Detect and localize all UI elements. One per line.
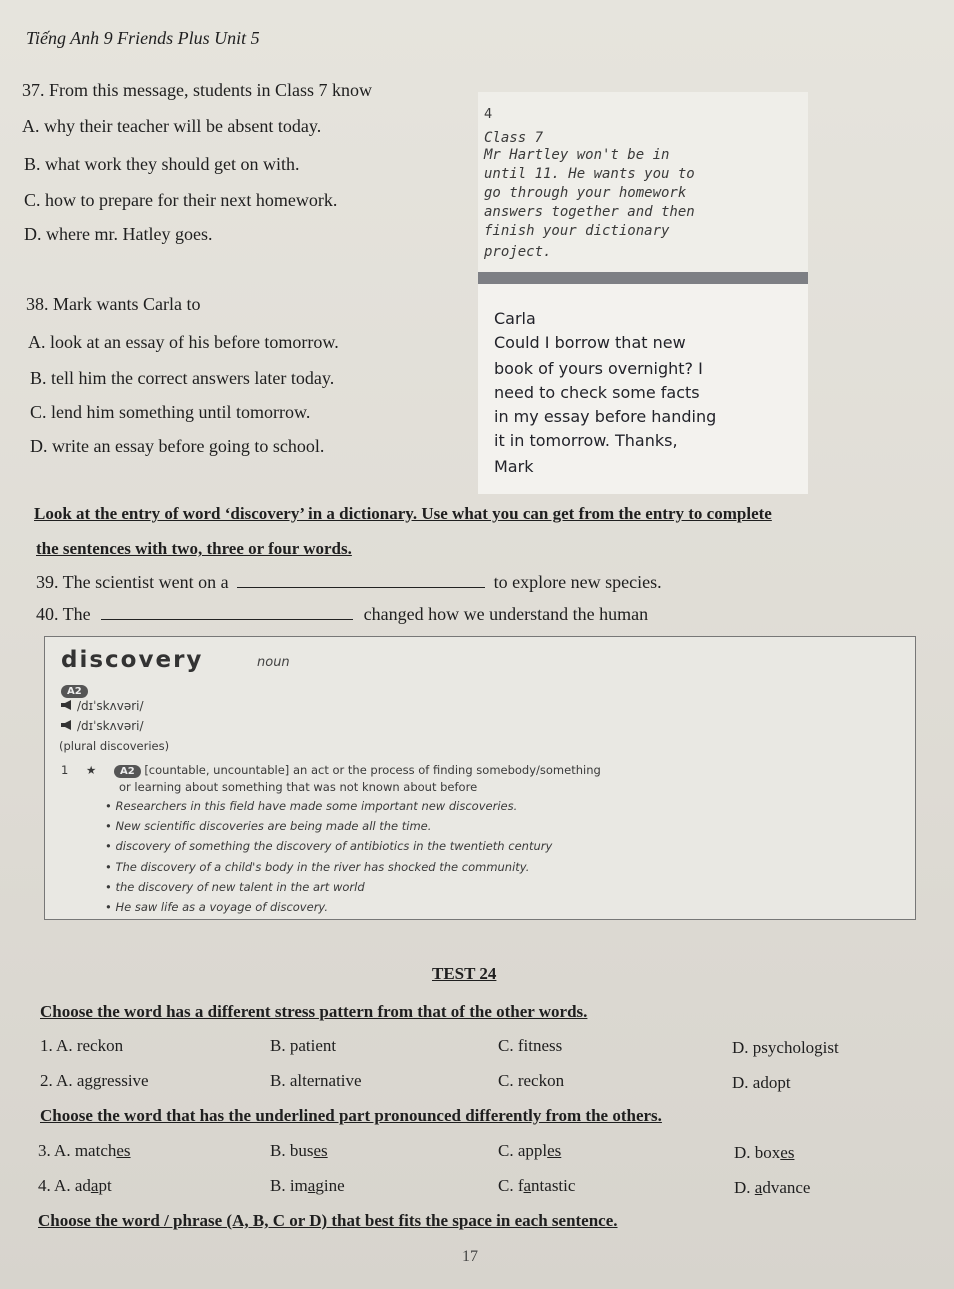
note-line: in my essay before handing	[494, 407, 717, 426]
section-stress: Choose the word has a different stress pattern from that of the other words.	[40, 1002, 588, 1021]
note-line: project.	[484, 244, 552, 260]
dict-example: • He saw life as a voyage of discovery.	[105, 900, 328, 914]
q2-option-d: D. adopt	[732, 1073, 791, 1092]
speaker-icon[interactable]	[61, 700, 71, 710]
q3-option-a: 3. A. matches	[38, 1141, 131, 1160]
note-number: 4	[484, 107, 493, 122]
dict-sense-1	[61, 763, 601, 778]
q38-option-a: A. look at an essay of his before tomorrow.	[28, 332, 339, 352]
q40-blank[interactable]	[101, 619, 353, 620]
q2-option-a: 2. A. aggressive	[40, 1071, 149, 1090]
dictionary-entry	[44, 636, 916, 920]
note-divider	[478, 272, 808, 284]
instruction-dictionary-2: the sentences with two, three or four words.	[36, 539, 352, 558]
teacher-note-image	[478, 92, 808, 272]
note-line: Could I borrow that new	[494, 333, 686, 352]
q4-option-b: B. imagine	[270, 1176, 345, 1195]
test-title: TEST 24	[432, 964, 497, 983]
q38-option-d: D. write an essay before going to school.	[30, 436, 325, 456]
sense-level-badge: A2	[114, 765, 141, 778]
note-line: Mark	[494, 457, 534, 476]
note-line: book of yours overnight? I	[494, 359, 703, 378]
q37-option-b: B. what work they should get on with.	[24, 154, 300, 174]
q37-option-c: C. how to prepare for their next homework.	[24, 190, 338, 210]
q1-option-a: 1. A. reckon	[40, 1036, 124, 1055]
definition-line-2: or learning about something that was not known about before	[119, 780, 478, 794]
instruction-dictionary-1: Look at the entry of word ‘discovery’ in a dictionary. Use what you can get from the entry to complete	[34, 504, 772, 523]
q37-stem: 37. From this message, students in Class 7 know	[22, 80, 372, 100]
star-icon: ★	[85, 763, 97, 777]
note-line: Carla	[494, 309, 536, 328]
q3-option-b: B. buses	[270, 1141, 328, 1160]
q3-option-d: D. boxes	[734, 1143, 795, 1162]
note-line: answers together and then	[484, 204, 695, 220]
q40	[36, 604, 648, 625]
q40-after: changed how we understand the human	[363, 604, 649, 624]
q38-option-b: B. tell him the correct answers later today.	[30, 368, 335, 388]
note-line: Mr Hartley won't be in	[484, 147, 670, 163]
dict-part-of-speech: noun	[257, 655, 290, 670]
dict-level	[61, 679, 88, 698]
pron-us-text: /dɪˈskʌvəri/	[77, 719, 144, 733]
note-line: Class 7	[484, 130, 544, 146]
q4-option-c: C. fantastic	[498, 1176, 576, 1195]
q1-option-c: C. fitness	[498, 1036, 563, 1055]
note-line: finish your dictionary	[484, 223, 670, 239]
q39-before: 39. The scientist went on a	[36, 572, 229, 592]
q4-option-d: D. advance	[734, 1178, 811, 1197]
speaker-icon[interactable]	[61, 720, 71, 730]
page-number: 17	[462, 1248, 478, 1265]
section-fill-blank: Choose the word / phrase (A, B, C or D) that best fits the space in each sentence.	[38, 1211, 618, 1230]
student-note-image	[478, 284, 808, 494]
definition-line-1: [countable, uncountable] an act or the process of finding somebody/something	[144, 763, 601, 777]
q2-option-b: B. alternative	[270, 1071, 362, 1090]
note-line: until 11. He wants you to	[484, 166, 695, 182]
q2-option-c: C. reckon	[498, 1071, 565, 1090]
q1-option-b: B. patient	[270, 1036, 337, 1055]
q39-after: to explore new species.	[493, 572, 662, 592]
dict-example: • The discovery of a child's body in the river has shocked the community.	[105, 860, 530, 874]
q38-stem: 38. Mark wants Carla to	[26, 294, 201, 314]
q3-option-c: C. apples	[498, 1141, 562, 1160]
dict-example: • New scientific discoveries are being made all the time.	[105, 819, 432, 833]
q4-option-a: 4. A. adapt	[38, 1176, 112, 1195]
q38-option-c: C. lend him something until tomorrow.	[30, 402, 311, 422]
q39-blank[interactable]	[237, 587, 485, 588]
q39	[36, 572, 662, 593]
q1-option-d: D. psychologist	[732, 1038, 839, 1057]
dict-plural: (plural discoveries)	[59, 739, 170, 753]
q37-option-d: D. where mr. Hatley goes.	[24, 224, 213, 244]
section-pronunciation: Choose the word that has the underlined part pronounced differently from the others.	[40, 1106, 662, 1125]
note-line: need to check some facts	[494, 383, 700, 402]
level-badge: A2	[61, 685, 88, 698]
dict-pron-uk	[61, 699, 144, 713]
dict-example: • the discovery of new talent in the art world	[105, 880, 365, 894]
dict-example: • Researchers in this field have made some important new discoveries.	[105, 799, 518, 813]
q40-before: 40. The	[36, 604, 91, 624]
dict-headword: discovery	[61, 647, 204, 673]
dict-pron-us	[61, 719, 144, 733]
pron-uk-text: /dɪˈskʌvəri/	[77, 699, 144, 713]
sense-number: 1	[61, 763, 69, 777]
note-line: go through your homework	[484, 185, 687, 201]
page-header: Tiếng Anh 9 Friends Plus Unit 5	[26, 28, 260, 48]
note-line: it in tomorrow. Thanks,	[494, 431, 678, 450]
q37-option-a: A. why their teacher will be absent today.	[22, 116, 322, 136]
dict-example: • discovery of something the discovery of antibiotics in the twentieth century	[105, 839, 553, 853]
